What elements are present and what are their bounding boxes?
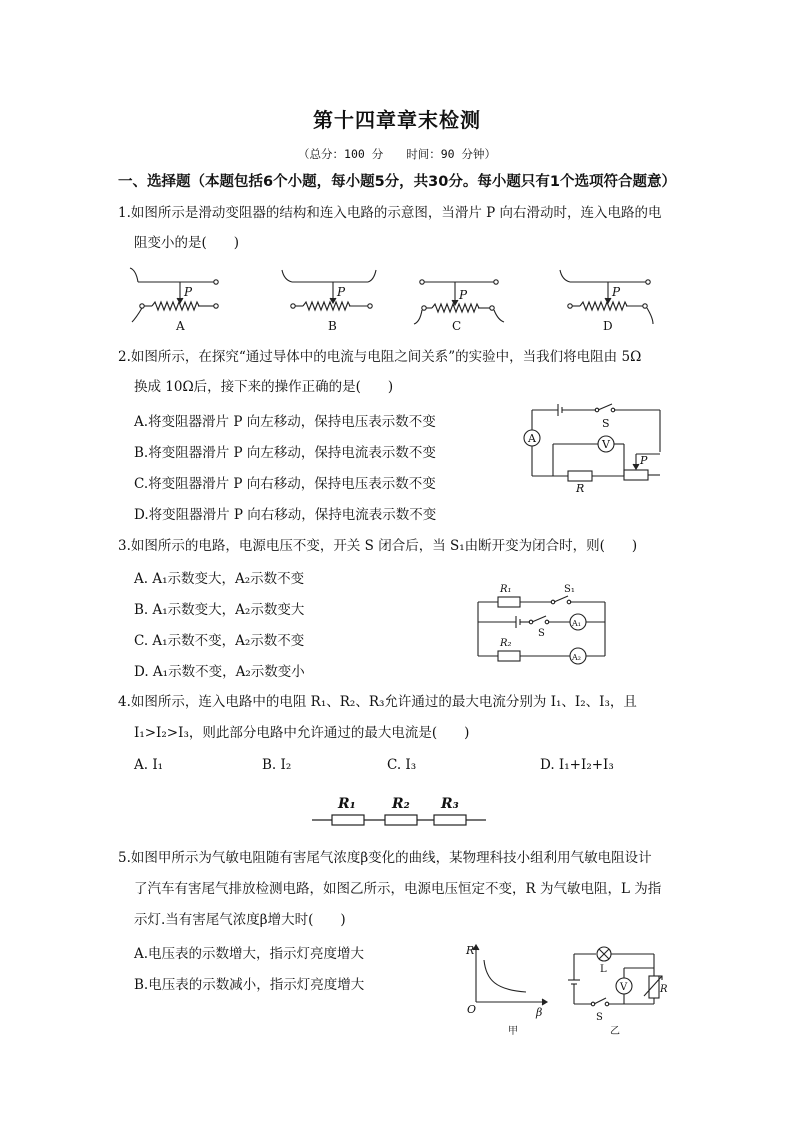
q3-circuit-figure	[470, 578, 620, 668]
q2-switch-label: S	[602, 417, 610, 430]
q4-r1-label: R₁	[338, 796, 356, 812]
q2-option-d[interactable]: D.将变阻器滑片 P 向右移动，保持电流表示数不变	[134, 507, 437, 523]
q5-graph-figure	[462, 940, 562, 1040]
q5-switch-label: S	[596, 1012, 603, 1023]
q4-option-b[interactable]: B. I₂	[262, 757, 292, 773]
q4-option-d[interactable]: D. I₁+I₂+I₃	[540, 757, 614, 773]
q5-stem-line1: 5.如图甲所示为气敏电阻随有害尾气浓度β变化的曲线，某物理科技小组利用气敏电阻设计	[118, 850, 652, 866]
q2-option-c[interactable]: C.将变阻器滑片 P 向右移动，保持电压表示数不变	[134, 476, 436, 492]
q5-circuit-caption: 乙	[610, 1026, 620, 1037]
q3-option-c[interactable]: C. A₁示数不变，A₂示数不变	[134, 633, 305, 649]
q3-option-b[interactable]: B. A₁示数变大，A₂示数变大	[134, 602, 305, 618]
q5-lamp-label: L	[600, 964, 607, 975]
exam-info: （总分：100 分 时间：90 分钟）	[298, 147, 496, 161]
q4-r2-label: R₂	[392, 796, 410, 812]
q2-circuit-figure	[520, 400, 680, 495]
q2-option-b[interactable]: B.将变阻器滑片 P 向左移动，保持电流表示数不变	[134, 445, 436, 461]
q3-a2-label: A₂	[572, 653, 581, 662]
q5-graph-xlabel: β	[536, 1006, 543, 1019]
q3-a1-label: A₁	[572, 619, 581, 628]
q4-r3-label: R₃	[441, 796, 459, 812]
q3-option-d[interactable]: D. A₁示数不变，A₂示数变小	[134, 664, 305, 680]
q3-s1-label: S₁	[564, 584, 575, 595]
q5-graph-ylabel: R	[466, 944, 475, 957]
q1-figure	[0, 262, 794, 342]
q1-option-b-label: B	[328, 319, 337, 333]
q5-option-b[interactable]: B.电压表的示数减小，指示灯亮度增大	[134, 977, 365, 993]
q3-option-a[interactable]: A. A₁示数变大，A₂示数不变	[134, 571, 305, 587]
q4-stem-line1: 4.如图所示，连入电路中的电阻 R₁、R₂、R₃允许通过的最大电流分别为 I₁、I₂、I₃，且	[118, 694, 637, 710]
q5-graph-caption: 甲	[508, 1026, 518, 1037]
q1-b-slider-label: P	[337, 285, 346, 299]
q4-option-a[interactable]: A. I₁	[134, 757, 164, 773]
q3-r1-label: R₁	[500, 584, 512, 595]
q2-stem-line1: 2.如图所示，在探究“通过导体中的电流与电阻之间关系”的实验中，当我们将电阻由 5Ω	[118, 349, 642, 365]
q2-resistor-label: R	[576, 482, 585, 495]
q2-option-a[interactable]: A.将变阻器滑片 P 向左移动，保持电压表示数不变	[134, 414, 436, 430]
q5-stem-line3: 示灯.当有害尾气浓度β增大时( )	[134, 912, 346, 928]
q5-circuit-figure	[562, 940, 672, 1040]
page-title: 第十四章章末检测	[313, 108, 481, 132]
q4-option-c[interactable]: C. I₃	[387, 757, 417, 773]
q1-c-slider-label: P	[459, 288, 468, 302]
q5-stem-line2: 了汽车有害尾气排放检测电路，如图乙所示，电源电压恒定不变，R 为气敏电阻，L 为指	[134, 881, 662, 897]
q1-option-d-label: D	[603, 319, 613, 333]
q4-resistor-figure	[310, 790, 490, 830]
q3-s-label: S	[538, 628, 545, 639]
q2-ammeter-label: A	[528, 432, 536, 445]
q5-option-a[interactable]: A.电压表的示数增大，指示灯亮度增大	[134, 946, 365, 962]
q5-voltmeter-label: V	[620, 982, 628, 993]
q1-option-c-label: C	[452, 319, 462, 333]
q1-option-a-label: A	[176, 319, 185, 333]
q1-stem-line2: 阻变小的是( )	[134, 235, 240, 251]
q2-slider-label: P	[640, 454, 648, 467]
q1-stem-line1: 1.如图所示是滑动变阻器的结构和连入电路的示意图，当滑片 P 向右滑动时，连入电路的电	[118, 205, 662, 221]
q5-resistor-label: R	[660, 984, 668, 995]
section-heading: 一、选择题（本题包括6个小题，每小题5分，共30分。每小题只有1个选项符合题意）	[118, 174, 676, 190]
q3-r2-label: R₂	[500, 638, 512, 649]
q3-stem-line1: 3.如图所示的电路，电源电压不变，开关 S 闭合后，当 S₁由断开变为闭合时，则( )	[118, 538, 638, 554]
q1-a-slider-label: P	[184, 285, 193, 299]
q2-voltmeter-label: V	[602, 438, 610, 451]
q2-stem-line2: 换成 10Ω后，接下来的操作正确的是( )	[134, 379, 394, 395]
q5-graph-origin: O	[467, 1003, 477, 1016]
q4-stem-line2: I₁>I₂>I₃，则此部分电路中允许通过的最大电流是( )	[134, 725, 470, 741]
q1-d-slider-label: P	[612, 285, 621, 299]
